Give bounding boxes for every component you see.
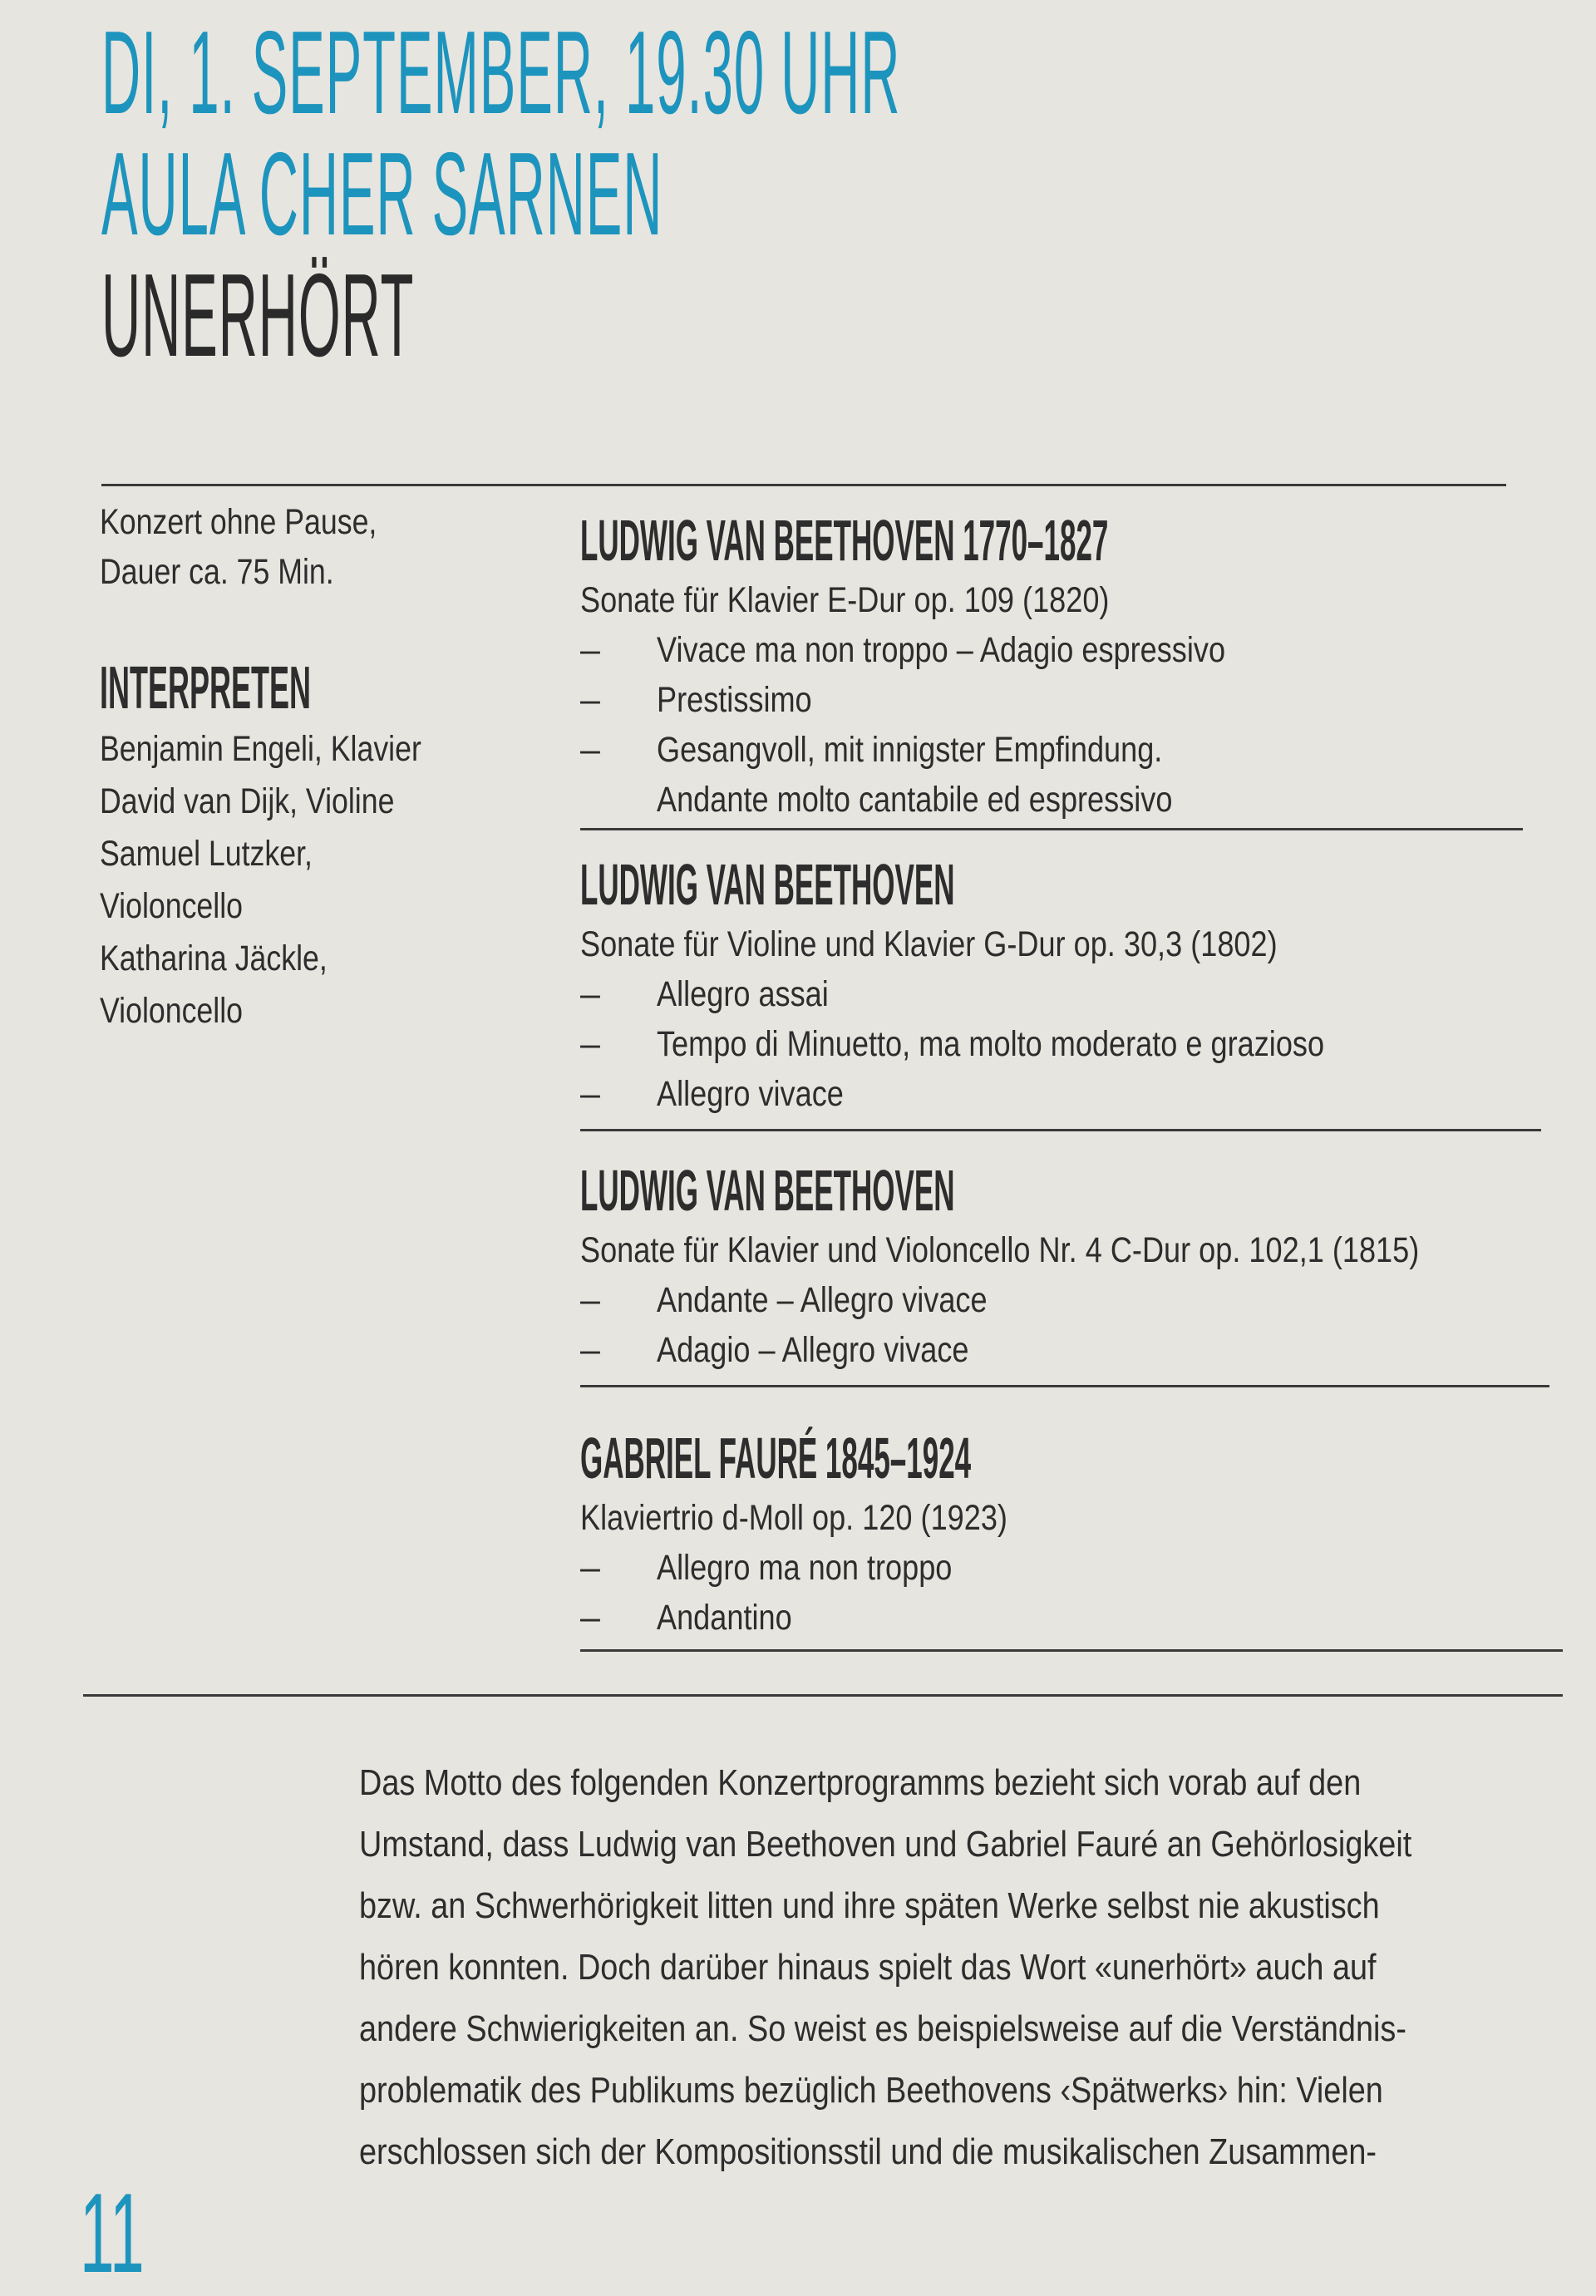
movement-text: Vivace ma non troppo – Adagio espressivo bbox=[657, 630, 1226, 670]
movement-text: Tempo di Minuetto, ma molto moderato e grazioso bbox=[657, 1024, 1325, 1064]
composer-heading: LUDWIG VAN BEETHOVEN 1770–1827 bbox=[580, 508, 1109, 573]
work-title: Sonate für Violine und Klavier G-Dur op. 30,3 (1802) bbox=[580, 924, 1278, 964]
paragraph-line: hören konnten. Doch darüber hinaus spielt das Wort «unerhört» auch auf bbox=[359, 1947, 1377, 1988]
movement-dash: – bbox=[580, 1074, 600, 1114]
paragraph-line: problematik des Publikums bezüglich Beethovens ‹Spätwerks› hin: Vielen bbox=[359, 2070, 1383, 2111]
performer-line: Katharina Jäckle, bbox=[100, 939, 328, 978]
program-item-3 bbox=[580, 1159, 1561, 1375]
movement-text: Andante – Allegro vivace bbox=[657, 1280, 988, 1320]
movement-item bbox=[580, 675, 1561, 725]
interpreten-heading: INTERPRETEN bbox=[100, 655, 312, 722]
performer-list bbox=[100, 723, 565, 1037]
movement-item bbox=[580, 1275, 1561, 1325]
movement-dash: – bbox=[580, 680, 600, 720]
performer-line: Samuel Lutzker, bbox=[100, 834, 313, 874]
program-item-4 bbox=[580, 1426, 1561, 1643]
paragraph-line: andere Schwierigkeiten an. So weist es beispielsweise auf die Verständnis- bbox=[359, 2008, 1406, 2049]
work-divider bbox=[580, 1649, 1563, 1652]
movement-item bbox=[580, 969, 1561, 1019]
performer-line: Benjamin Engeli, Klavier bbox=[100, 729, 421, 769]
top-divider bbox=[101, 484, 1506, 486]
movement-dash: – bbox=[580, 1280, 600, 1320]
movement-text: Allegro assai bbox=[657, 974, 829, 1014]
work-divider bbox=[580, 1385, 1549, 1387]
movement-item bbox=[580, 1019, 1561, 1069]
composer-heading: GABRIEL FAURÉ 1845–1924 bbox=[580, 1426, 972, 1490]
work-divider bbox=[580, 828, 1523, 830]
paragraph-line: Umstand, dass Ludwig van Beethoven und Gabriel Fauré an Gehörlosigkeit bbox=[359, 1824, 1412, 1865]
performer-line: Violoncello bbox=[100, 886, 243, 926]
paragraph-line: Das Motto des folgenden Konzertprogramms bezieht sich vorab auf den bbox=[359, 1762, 1362, 1803]
movement-dash: – bbox=[580, 730, 600, 770]
event-date-heading: DI, 1. SEPTEMBER, 19.30 UHR bbox=[101, 7, 901, 139]
movement-dash: – bbox=[580, 1330, 600, 1370]
movement-dash: – bbox=[580, 974, 600, 1014]
movement-dash: – bbox=[580, 630, 600, 670]
movement-item bbox=[580, 725, 1561, 775]
concert-title: UNERHÖRT bbox=[101, 249, 415, 382]
work-divider bbox=[580, 1129, 1541, 1131]
movement-item bbox=[580, 1069, 1561, 1119]
introduction-paragraph bbox=[359, 1752, 1556, 2183]
movement-text: Allegro ma non troppo bbox=[657, 1548, 953, 1588]
performer-line: Violoncello bbox=[100, 991, 243, 1031]
movement-text: Gesangvoll, mit innigster Empfindung. bbox=[657, 730, 1163, 770]
bottom-divider bbox=[83, 1694, 1563, 1697]
event-venue-heading: AULA CHER SARNEN bbox=[101, 128, 663, 260]
performer-line: David van Dijk, Violine bbox=[100, 781, 395, 821]
movement-dash: – bbox=[580, 1598, 600, 1638]
movement-item bbox=[580, 1593, 1561, 1643]
movement-text: Andante molto cantabile ed espressivo bbox=[657, 780, 1173, 820]
movement-item bbox=[580, 1543, 1561, 1593]
program-item-2 bbox=[580, 853, 1561, 1119]
movement-text: Andantino bbox=[657, 1598, 792, 1638]
paragraph-line: bzw. an Schwerhörigkeit litten und ihre späten Werke selbst nie akustisch bbox=[359, 1885, 1380, 1926]
page-number: 11 bbox=[80, 2170, 145, 2296]
movement-text: Adagio – Allegro vivace bbox=[657, 1330, 969, 1370]
program-item-1 bbox=[580, 509, 1561, 825]
movement-text: Allegro vivace bbox=[657, 1074, 844, 1114]
concert-info bbox=[100, 497, 565, 1037]
movement-dash: – bbox=[580, 1024, 600, 1064]
work-title: Sonate für Klavier und Violoncello Nr. 4 C-Dur op. 102,1 (1815) bbox=[580, 1230, 1420, 1270]
movement-text: Prestissimo bbox=[657, 680, 812, 720]
composer-heading: LUDWIG VAN BEETHOVEN bbox=[580, 852, 955, 917]
movement-item bbox=[580, 775, 1561, 825]
movement-dash: – bbox=[580, 1548, 600, 1588]
movement-item bbox=[580, 1325, 1561, 1375]
work-title: Klaviertrio d-Moll op. 120 (1923) bbox=[580, 1498, 1007, 1538]
concert-note-line1: Konzert ohne Pause, bbox=[100, 502, 377, 542]
composer-heading: LUDWIG VAN BEETHOVEN bbox=[580, 1158, 955, 1223]
paragraph-line: erschlossen sich der Kompositionsstil und die musikalischen Zusammen- bbox=[359, 2131, 1377, 2172]
concert-note-line2: Dauer ca. 75 Min. bbox=[100, 552, 334, 592]
work-title: Sonate für Klavier E-Dur op. 109 (1820) bbox=[580, 580, 1110, 620]
movement-item bbox=[580, 625, 1561, 675]
event-header bbox=[101, 7, 1596, 382]
